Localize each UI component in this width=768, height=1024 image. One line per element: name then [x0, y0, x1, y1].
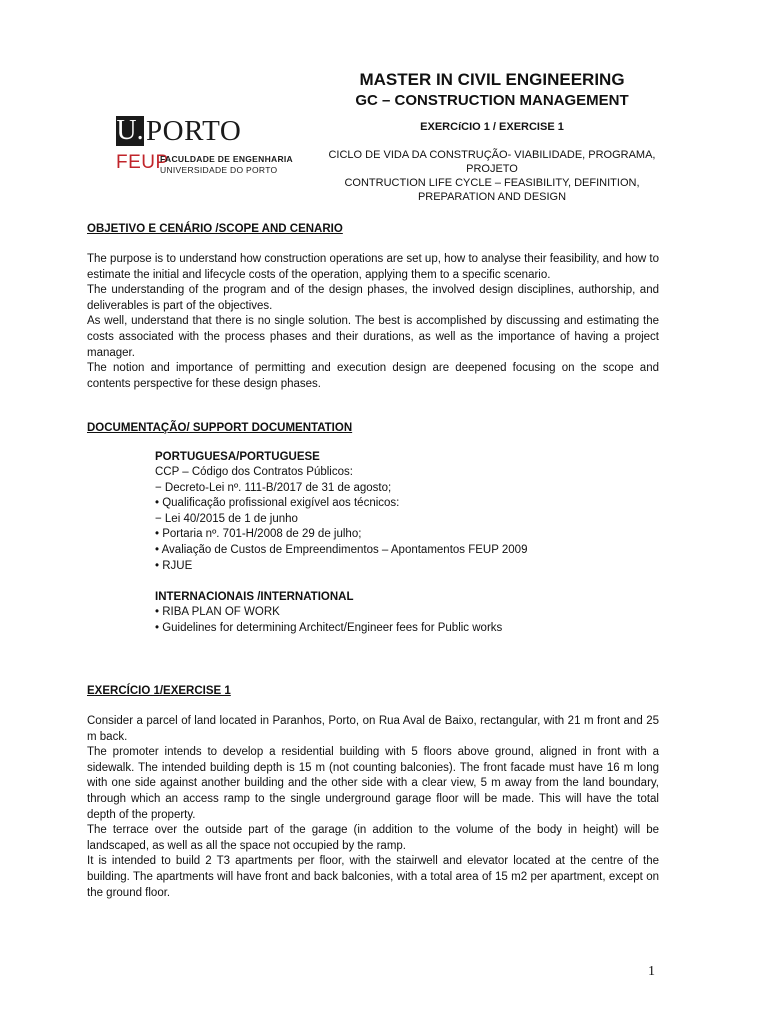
- document-subtitle: GC – CONSTRUCTION MANAGEMENT: [355, 92, 629, 109]
- objective-paragraph: The notion and importance of permitting and execution design are deepened focusing on the scope and contents perspective for these design phases.: [87, 362, 659, 390]
- exercise-label: EXERCíCIO 1 / EXERCISE 1: [420, 121, 564, 133]
- list-item: • Portaria nº. 701-H/2008 de 29 de julho;: [155, 528, 362, 541]
- documentation-heading: DOCUMENTAÇÃO/ SUPPORT DOCUMENTATION: [87, 422, 353, 434]
- objective-paragraph: As well, understand that there is no single solution. The best is accomplished by discussing and estimating the costs associated with the process phases and their durations, as well as the importance of having a project manager.: [87, 315, 659, 359]
- exercise-paragraph: The terrace over the outside part of the garage (in addition to the volume of the body in height) will be landscaped, as well as all the space not occupied by the ramp.: [87, 824, 659, 852]
- objective-paragraph: The purpose is to understand how construction operations are set up, how to analyse their feasibility, and how to estimate the initial and lifecycle costs of the operation, applying them to a specific scenario.: [87, 253, 659, 281]
- list-item: • RJUE: [155, 559, 193, 572]
- exercise-heading: EXERCÍCIO 1/EXERCISE 1: [87, 685, 231, 697]
- document-title: MASTER IN CIVIL ENGINEERING: [359, 70, 625, 89]
- international-docs-list: [155, 605, 665, 636]
- portuguese-docs-heading: PORTUGUESA/PORTUGUESE: [155, 451, 320, 463]
- logo-faculty-line1: FACULDADE DE ENGENHARIA: [160, 154, 293, 164]
- list-item: − Decreto-Lei nº. 111-B/2017 de 31 de agosto;: [155, 481, 392, 494]
- life-cycle-heading: [320, 148, 664, 204]
- list-item: − Lei 40/2015 de 1 de junho: [155, 512, 298, 525]
- objective-heading: OBJETIVO E CENÁRIO /SCOPE AND CENARIO: [87, 223, 343, 235]
- international-docs-heading: INTERNACIONAIS /INTERNATIONAL: [155, 591, 354, 603]
- list-item: • Qualificação profissional exigível aos técnicos:: [155, 497, 400, 510]
- logo-u-letter: U.: [116, 115, 144, 146]
- list-item: • Avaliação de Custos de Empreendimentos – Apontamentos FEUP 2009: [155, 543, 528, 556]
- list-item: • Guidelines for determining Architect/Engineer fees for Public works: [155, 621, 503, 634]
- life-cycle-pt: CICLO DE VIDA DA CONSTRUÇÃO- VIABILIDADE, PROGRAMA, PROJETO: [328, 149, 656, 175]
- uporto-feup-logo: [116, 114, 293, 178]
- objective-paragraphs: [87, 252, 659, 392]
- exercise-paragraph: The promoter intends to develop a residential building with 5 floors above ground, aligned in front with a sidewalk. The intended building depth is 15 m (not counting balconies). The front facade must have 16 m long with one side against another building and the other side with a clear view, 5 m away from the land boundary, through which an access ramp to the single underground garage floor will be made. This will have the total depth of the property.: [87, 746, 659, 821]
- logo-faculty-line2: UNIVERSIDADE DO PORTO: [160, 165, 278, 175]
- list-item: CCP – Código dos Contratos Públicos:: [155, 466, 353, 478]
- portuguese-docs-list: [155, 465, 665, 574]
- logo-feup-text: FEUP: [116, 152, 169, 173]
- logo-porto-text: PORTO: [146, 115, 242, 147]
- exercise-paragraph: It is intended to build 2 T3 apartments per floor, with the stairwell and elevator located at the centre of the building. The apartments will have front and back balconies, with a total area of 15 m2 per apartment, except on the ground floor.: [87, 855, 659, 899]
- objective-paragraph: The understanding of the program and of the design phases, the involved design disciplines, authorship, and deliverables is part of the objectives.: [87, 284, 659, 312]
- life-cycle-en: CONTRUCTION LIFE CYCLE – FEASIBILITY, DEFINITION, PREPARATION AND DESIGN: [344, 177, 640, 203]
- exercise-paragraph: Consider a parcel of land located in Paranhos, Porto, on Rua Aval de Baixo, rectangular, with 21 m front and 25 m back.: [87, 715, 659, 743]
- page-number: 1: [648, 964, 655, 979]
- list-item: • RIBA PLAN OF WORK: [155, 606, 280, 618]
- exercise-paragraphs: [87, 714, 659, 901]
